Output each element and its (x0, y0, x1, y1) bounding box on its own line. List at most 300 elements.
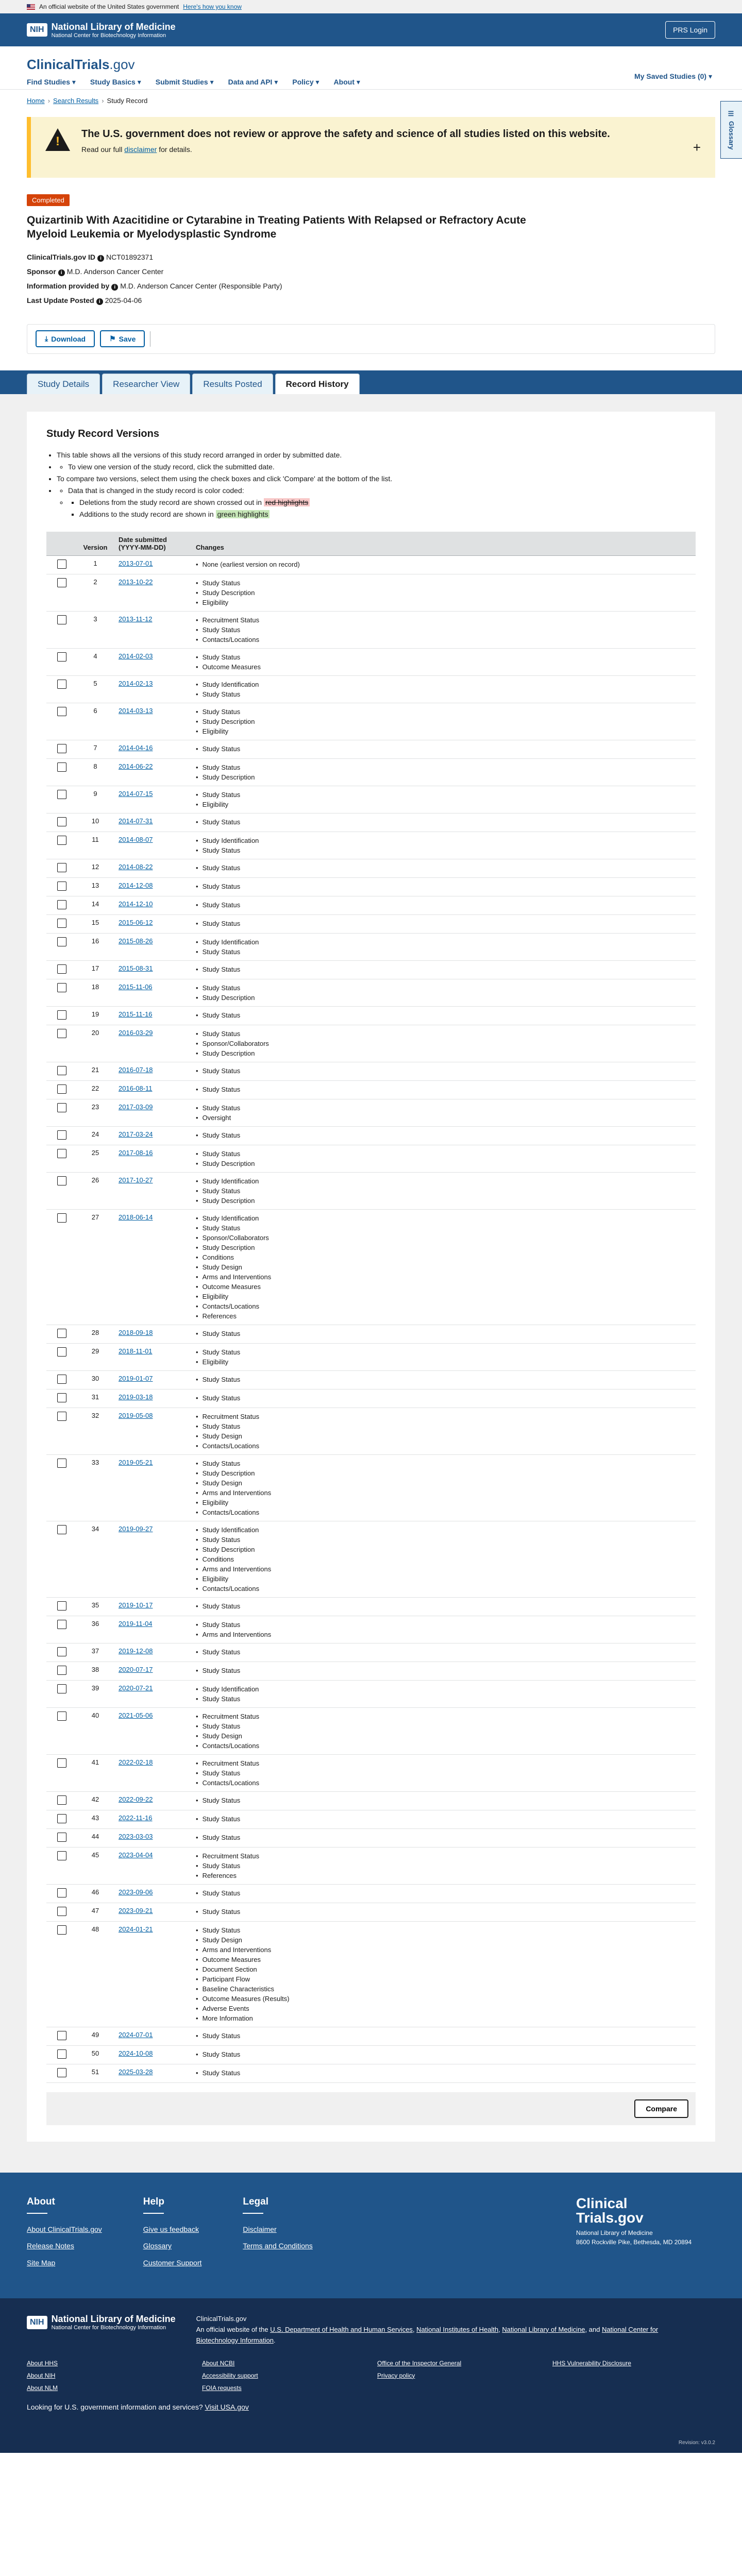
clinicaltrials-logo[interactable]: ClinicalTrials.gov (27, 57, 135, 72)
site-header (0, 46, 742, 90)
change-item: • Study Status (196, 1694, 690, 1704)
version-checkbox[interactable] (57, 1851, 66, 1860)
version-number: 17 (77, 961, 113, 979)
change-item: • Contacts/Locations (196, 635, 690, 645)
change-item: • Study Status (196, 1421, 690, 1431)
version-checkbox[interactable] (57, 863, 66, 872)
version-date-link[interactable]: 2013-07-01 (119, 560, 153, 568)
table-row (46, 1616, 696, 1643)
nlm-link[interactable]: National Library of Medicine (502, 2325, 585, 2333)
version-checkbox[interactable] (57, 1925, 66, 1935)
version-date-link[interactable]: 2024-07-01 (119, 2031, 153, 2039)
version-checkbox[interactable] (57, 2049, 66, 2059)
tab-results-posted[interactable]: Results Posted (192, 374, 273, 394)
version-number: 44 (77, 1829, 113, 1848)
nav-about[interactable]: About ▾ (334, 78, 360, 87)
table-row (46, 1025, 696, 1062)
version-date-link[interactable]: 2014-07-15 (119, 790, 153, 798)
version-checkbox[interactable] (57, 2031, 66, 2040)
version-date-link[interactable]: 2019-01-07 (119, 1375, 153, 1383)
version-date-link[interactable]: 2022-11-16 (119, 1814, 153, 1822)
version-checkbox[interactable] (57, 1888, 66, 1897)
table-row (46, 1662, 696, 1681)
version-checkbox[interactable] (57, 1647, 66, 1656)
table-row (46, 878, 696, 896)
version-number: 33 (77, 1455, 113, 1521)
changes-list (196, 817, 690, 827)
change-item: • Study Status (196, 1186, 690, 1196)
version-checkbox[interactable] (57, 2068, 66, 2077)
tab-researcher-view[interactable]: Researcher View (102, 374, 190, 394)
version-date-link[interactable]: 2019-05-21 (119, 1459, 153, 1467)
change-item: • Study Status (196, 1620, 690, 1630)
change-item: • Study Status (196, 1721, 690, 1731)
version-checkbox[interactable] (57, 744, 66, 753)
version-number: 32 (77, 1408, 113, 1455)
changes-list (196, 652, 690, 672)
table-row (46, 1371, 696, 1389)
version-checkbox[interactable] (57, 578, 66, 587)
version-checkbox[interactable] (57, 1525, 66, 1534)
version-checkbox[interactable] (57, 1620, 66, 1629)
site-footer (0, 2173, 742, 2298)
version-checkbox[interactable] (57, 1907, 66, 1916)
version-checkbox[interactable] (57, 1393, 66, 1402)
change-item: • Study Status (196, 762, 690, 772)
version-checkbox[interactable] (57, 1347, 66, 1357)
version-number: 31 (77, 1389, 113, 1408)
disclaimer-alert (27, 117, 715, 178)
info-icon[interactable]: i (96, 298, 103, 305)
version-date-link[interactable]: 2023-09-06 (119, 1888, 153, 1896)
changes-list (196, 863, 690, 873)
version-date-link[interactable]: 2020-07-17 (119, 1666, 153, 1674)
change-item: • Study Status (196, 882, 690, 891)
tab-study-details[interactable]: Study Details (27, 374, 100, 394)
table-row (46, 1081, 696, 1099)
version-date-link[interactable]: 2017-03-09 (119, 1103, 153, 1111)
version-date-link[interactable]: 2014-08-22 (119, 863, 153, 871)
change-item: • Study Design (196, 1731, 690, 1741)
change-item: • Contacts/Locations (196, 1507, 690, 1517)
table-row (46, 1145, 696, 1173)
table-row (46, 556, 696, 574)
footer-logo[interactable]: Clinical Trials.gov (576, 2195, 644, 2226)
change-item: • Study Status (196, 1459, 690, 1468)
version-date-link[interactable]: 2019-11-04 (119, 1620, 153, 1628)
footer-link[interactable]: About ClinicalTrials.gov (27, 2225, 102, 2234)
version-date-link[interactable]: 2016-03-29 (119, 1029, 153, 1037)
changes-list (196, 1833, 690, 1842)
version-date-link[interactable]: 2014-06-22 (119, 762, 153, 771)
footer-link[interactable]: Terms and Conditions (243, 2242, 313, 2250)
study-tabs (0, 370, 742, 394)
nlm-footer-logo[interactable]: NIH National Library of Medicine National Center for Biotechnology Information (27, 2314, 176, 2331)
info-icon[interactable]: i (97, 255, 104, 262)
footer-link[interactable]: Site Map (27, 2258, 56, 2267)
change-item: • Contacts/Locations (196, 1584, 690, 1594)
table-row (46, 1007, 696, 1025)
study-header (0, 183, 742, 314)
changes-list (196, 1393, 690, 1403)
expand-icon[interactable]: + (693, 140, 701, 155)
changes-list (196, 1620, 690, 1639)
footer-link[interactable]: About NLM (27, 2384, 58, 2392)
version-number: 25 (77, 1145, 113, 1173)
version-number: 27 (77, 1210, 113, 1325)
version-number: 9 (77, 786, 113, 814)
nav-data-api[interactable]: Data and API ▾ (228, 78, 278, 87)
version-number: 45 (77, 1848, 113, 1885)
table-row (46, 1099, 696, 1127)
change-item: • Baseline Characteristics (196, 1984, 690, 1994)
version-date-link[interactable]: 2017-08-16 (119, 1149, 153, 1157)
version-number: 16 (77, 934, 113, 961)
version-checkbox[interactable] (57, 1375, 66, 1384)
change-item: • Study Status (196, 1149, 690, 1159)
table-row (46, 915, 696, 934)
version-date-link[interactable]: 2025-03-28 (119, 2068, 153, 2076)
version-checkbox[interactable] (57, 964, 66, 974)
version-date-link[interactable]: 2022-09-22 (119, 1795, 153, 1804)
change-item: • Study Description (196, 1159, 690, 1168)
changes-list (196, 900, 690, 910)
nlm-logo[interactable] (27, 22, 176, 39)
changes-list (196, 744, 690, 754)
changes-list (196, 615, 690, 645)
info-icon[interactable]: i (111, 284, 118, 291)
record-history-section (0, 394, 742, 2173)
version-number: 23 (77, 1099, 113, 1127)
compare-button[interactable]: Compare (634, 2099, 688, 2118)
version-date-link[interactable]: 2019-10-17 (119, 1601, 153, 1609)
version-date-link[interactable]: 2014-02-13 (119, 680, 153, 688)
version-date-link[interactable]: 2014-04-16 (119, 744, 153, 752)
usa-gov-line: Looking for U.S. government information and services? Visit USA.gov (27, 2402, 249, 2411)
change-item: • Study Status (196, 1666, 690, 1675)
nav-policy[interactable]: Policy ▾ (292, 78, 319, 87)
footer-link[interactable]: About NCBI (202, 2359, 235, 2367)
download-button[interactable]: ⤓ Download (36, 330, 95, 347)
version-date-link[interactable]: 2016-07-18 (119, 1066, 153, 1074)
footer-link[interactable]: Customer Support (143, 2258, 202, 2267)
change-item: • Study Description (196, 1243, 690, 1252)
version-checkbox[interactable] (57, 882, 66, 891)
version-number: 26 (77, 1173, 113, 1210)
version-date-link[interactable]: 2016-08-11 (119, 1084, 153, 1093)
change-item: • Recruitment Status (196, 1412, 690, 1421)
footer-link[interactable]: Glossary (143, 2242, 172, 2250)
nih-footer (0, 2298, 742, 2453)
change-item: • Study Status (196, 1833, 690, 1842)
version-checkbox[interactable] (57, 1213, 66, 1223)
changes-list (196, 1795, 690, 1805)
version-number: 6 (77, 703, 113, 740)
table-row (46, 574, 696, 612)
change-item: • Study Status (196, 1223, 690, 1233)
version-checkbox[interactable] (57, 1103, 66, 1112)
prs-login-button[interactable]: PRS Login (665, 21, 715, 39)
change-item: • Outcome Measures (196, 662, 690, 672)
footer-link[interactable]: Accessibility support (202, 2371, 258, 2379)
version-date-link[interactable]: 2020-07-21 (119, 1684, 153, 1692)
change-item: • Study Status (196, 983, 690, 993)
col-date: Date submitted (YYYY-MM-DD) (113, 532, 191, 556)
version-date-link[interactable]: 2019-09-27 (119, 1525, 153, 1533)
hhs-link[interactable]: U.S. Department of Health and Human Services (270, 2325, 413, 2333)
table-row (46, 612, 696, 649)
version-checkbox[interactable] (57, 680, 66, 689)
version-checkbox[interactable] (57, 762, 66, 772)
status-badge: Completed (27, 194, 70, 206)
version-date-link[interactable]: 2022-02-18 (119, 1758, 153, 1767)
footer-description: ClinicalTrials.gov An official website of the U.S. Department of Health and Human Services, National Institutes of Health, National Library of Medicine, and National Center for Biotechnology Information. (196, 2315, 659, 2344)
version-checkbox[interactable] (57, 1833, 66, 1842)
version-checkbox[interactable] (57, 1130, 66, 1140)
table-row (46, 979, 696, 1007)
nih-link[interactable]: National Institutes of Health (416, 2325, 499, 2333)
version-date-link[interactable]: 2015-06-12 (119, 919, 153, 927)
nav-find-studies[interactable]: Find Studies ▾ (27, 78, 76, 87)
changes-list (196, 1412, 690, 1451)
usa-gov-link[interactable]: Visit USA.gov (205, 2402, 249, 2411)
version-date-link[interactable]: 2014-08-07 (119, 836, 153, 844)
changes-list (196, 1684, 690, 1704)
version-date-link[interactable]: 2021-05-06 (119, 1711, 153, 1720)
change-item: • Study Status (196, 1375, 690, 1384)
version-number: 28 (77, 1325, 113, 1344)
version-checkbox[interactable] (57, 817, 66, 826)
footer-about: About About ClinicalTrials.gov Release Notes Site Map (27, 2196, 102, 2267)
version-number: 38 (77, 1662, 113, 1681)
footer-link[interactable]: FOIA requests (202, 2384, 242, 2392)
version-date-link[interactable]: 2023-04-04 (119, 1851, 153, 1859)
table-row (46, 759, 696, 786)
version-date-link[interactable]: 2023-03-03 (119, 1833, 153, 1841)
change-item: • Sponsor/Collaborators (196, 1039, 690, 1048)
changes-list (196, 1375, 690, 1384)
version-checkbox[interactable] (57, 1066, 66, 1075)
changes-list (196, 1758, 690, 1788)
change-item: • Study Status (196, 790, 690, 800)
breadcrumb-current: Study Record (107, 97, 148, 105)
version-date-link[interactable]: 2015-11-06 (119, 983, 153, 991)
version-date-link[interactable]: 2015-08-31 (119, 964, 153, 973)
info-provider-value: M.D. Anderson Cancer Center (Responsible Party) (120, 281, 282, 290)
change-item: • Study Design (196, 1431, 690, 1441)
version-date-link[interactable]: 2014-12-08 (119, 882, 153, 890)
changes-list (196, 1907, 690, 1917)
chevron-right-icon: › (47, 97, 50, 105)
change-item: • Study Description (196, 588, 690, 598)
version-checkbox[interactable] (57, 1666, 66, 1675)
change-item: • Study Description (196, 717, 690, 726)
changes-list (196, 1130, 690, 1140)
disclaimer-link[interactable]: disclaimer (124, 145, 157, 154)
book-icon: ☰ (728, 110, 735, 118)
version-checkbox[interactable] (57, 1329, 66, 1338)
table-row (46, 859, 696, 878)
version-date-link[interactable]: 2018-06-14 (119, 1213, 153, 1222)
version-checkbox[interactable] (57, 919, 66, 928)
version-date-link[interactable]: 2014-12-10 (119, 900, 153, 908)
version-date-link[interactable]: 2018-09-18 (119, 1329, 153, 1337)
version-date-link[interactable]: 2015-08-26 (119, 937, 153, 945)
version-date-link[interactable]: 2013-11-12 (119, 615, 153, 623)
version-checkbox[interactable] (57, 652, 66, 662)
footer-brand: Clinical Trials.gov National Library of Medicine 8600 Rockville Pike, Bethesda, MD 20894 (576, 2196, 715, 2247)
change-item: • Study Description (196, 1468, 690, 1478)
change-item: • Study Identification (196, 680, 690, 689)
change-item: • Study Identification (196, 1684, 690, 1694)
change-item: • References (196, 1871, 690, 1880)
version-date-link[interactable]: 2017-03-24 (119, 1130, 153, 1139)
version-date-link[interactable]: 2019-03-18 (119, 1393, 153, 1401)
ncbi-link[interactable]: National Center for Biotechnology Information (196, 2325, 659, 2344)
version-checkbox[interactable] (57, 983, 66, 992)
tab-record-history[interactable]: Record History (275, 374, 360, 394)
change-item: • Eligibility (196, 1498, 690, 1507)
change-item: • Study Status (196, 2068, 690, 2078)
changes-list (196, 1814, 690, 1824)
version-date-link[interactable]: 2014-03-13 (119, 707, 153, 715)
intro-list: • This table shows all the versions of this study record arranged in order by submitted date. ◦ • To view one version of the study record, click the submitted date. • To compare two versions, select them using the check boxes and click 'Compare' at the bottom of the list. ◦ • Data that is changed in the study record is color coded: ▪ ◦ Deletions from the study record are shown crossed out in red highlights ▪ Additions to the study record are shown in green highlights (57, 449, 696, 521)
version-checkbox[interactable] (57, 1684, 66, 1693)
heres-how-link[interactable]: Here's how you know (183, 3, 242, 10)
change-item: • Contacts/Locations (196, 1778, 690, 1788)
version-date-link[interactable]: 2024-10-08 (119, 2049, 153, 2058)
version-number: 13 (77, 878, 113, 896)
my-saved-studies[interactable]: My Saved Studies (0) ▾ (634, 72, 712, 81)
changes-list (196, 983, 690, 1003)
version-checkbox[interactable] (57, 1412, 66, 1421)
version-checkbox[interactable] (57, 1029, 66, 1038)
last-update-value: 2025-04-06 (105, 296, 142, 304)
change-item: • Study Description (196, 1196, 690, 1206)
info-icon[interactable]: i (58, 269, 65, 276)
footer-link[interactable]: Disclaimer (243, 2225, 277, 2234)
changes-list (196, 882, 690, 891)
table-row (46, 649, 696, 676)
changes-list (196, 2049, 690, 2059)
table-row (46, 2064, 696, 2083)
version-checkbox[interactable] (57, 1601, 66, 1611)
change-item: • Study Status (196, 1814, 690, 1824)
version-checkbox[interactable] (57, 1084, 66, 1094)
version-number: 48 (77, 1922, 113, 2027)
version-checkbox[interactable] (57, 560, 66, 569)
change-item: • References (196, 1311, 690, 1321)
version-date-link[interactable]: 2023-09-21 (119, 1907, 153, 1915)
footer-link[interactable]: Office of the Inspector General (377, 2359, 462, 2367)
changes-list (196, 1601, 690, 1611)
version-checkbox[interactable] (57, 790, 66, 799)
table-row (46, 1598, 696, 1616)
version-checkbox[interactable] (57, 937, 66, 946)
change-item: • Arms and Interventions (196, 1488, 690, 1498)
version-date-link[interactable]: 2013-10-22 (119, 578, 153, 586)
version-number: 1 (77, 556, 113, 574)
version-date-link[interactable]: 2024-01-21 (119, 1925, 153, 1934)
version-date-link[interactable]: 2019-12-08 (119, 1647, 153, 1655)
changes-list (196, 937, 690, 957)
footer-link[interactable]: Release Notes (27, 2242, 74, 2250)
version-checkbox[interactable] (57, 707, 66, 716)
nav-study-basics[interactable]: Study Basics ▾ (90, 78, 141, 87)
footer-link[interactable]: About HHS (27, 2359, 58, 2367)
change-item: • Study Status (196, 578, 690, 588)
changes-list (196, 560, 690, 569)
version-checkbox[interactable] (57, 1176, 66, 1185)
version-number: 34 (77, 1521, 113, 1598)
table-row (46, 703, 696, 740)
version-checkbox[interactable] (57, 615, 66, 624)
changes-list (196, 578, 690, 607)
save-button[interactable]: ⚑ Save (100, 330, 145, 347)
changes-list (196, 1851, 690, 1880)
change-item: • Oversight (196, 1113, 690, 1123)
version-checkbox[interactable] (57, 1758, 66, 1768)
change-item: • Study Status (196, 689, 690, 699)
version-date-link[interactable]: 2015-11-16 (119, 1010, 153, 1019)
change-item: • Outcome Measures (Results) (196, 1994, 690, 2004)
change-item: • Study Status (196, 744, 690, 754)
table-row (46, 1903, 696, 1922)
version-number: 36 (77, 1616, 113, 1643)
version-number: 15 (77, 915, 113, 934)
study-title: Quizartinib With Azacitidine or Cytarabine in Treating Patients With Relapsed or Refractory Acute Myeloid Leukemia or Myelodysplastic Syndrome (27, 214, 526, 241)
version-checkbox[interactable] (57, 1795, 66, 1805)
glossary-tab[interactable]: ☰ Glossary (720, 101, 742, 159)
changes-list (196, 1525, 690, 1594)
version-date-link[interactable]: 2017-10-27 (119, 1176, 153, 1184)
footer-link[interactable]: Privacy policy (377, 2371, 415, 2379)
version-number: 7 (77, 740, 113, 759)
nav-submit-studies[interactable]: Submit Studies ▾ (156, 78, 214, 87)
version-checkbox[interactable] (57, 1459, 66, 1468)
version-checkbox[interactable] (57, 836, 66, 845)
version-checkbox[interactable] (57, 1711, 66, 1721)
version-date-link[interactable]: 2014-07-31 (119, 817, 153, 825)
breadcrumb-search-results[interactable]: Search Results (53, 97, 99, 105)
table-row (46, 2046, 696, 2064)
change-item: • Study Status (196, 863, 690, 873)
version-checkbox[interactable] (57, 1814, 66, 1823)
version-checkbox[interactable] (57, 1149, 66, 1158)
footer-link[interactable]: Give us feedback (143, 2225, 199, 2234)
change-item: • Study Status (196, 1010, 690, 1020)
table-row (46, 832, 696, 859)
version-date-link[interactable]: 2019-05-08 (119, 1412, 153, 1420)
footer-link[interactable]: About NIH (27, 2371, 56, 2379)
version-checkbox[interactable] (57, 1010, 66, 1020)
table-row (46, 740, 696, 759)
ncbi-name: National Center for Biotechnology Information (51, 32, 166, 39)
change-item: • Document Section (196, 1964, 690, 1974)
version-number: 12 (77, 859, 113, 878)
breadcrumb-home[interactable]: Home (27, 97, 45, 105)
change-item: • Adverse Events (196, 2004, 690, 2013)
chevron-right-icon: › (102, 97, 104, 105)
changes-list (196, 1888, 690, 1898)
version-date-link[interactable]: 2014-02-03 (119, 652, 153, 660)
version-date-link[interactable]: 2018-11-01 (119, 1347, 153, 1355)
change-item: • Study Status (196, 1066, 690, 1076)
table-row (46, 896, 696, 915)
footer-link[interactable]: HHS Vulnerability Disclosure (552, 2359, 631, 2367)
version-checkbox[interactable] (57, 900, 66, 909)
change-item: • Study Status (196, 2049, 690, 2059)
